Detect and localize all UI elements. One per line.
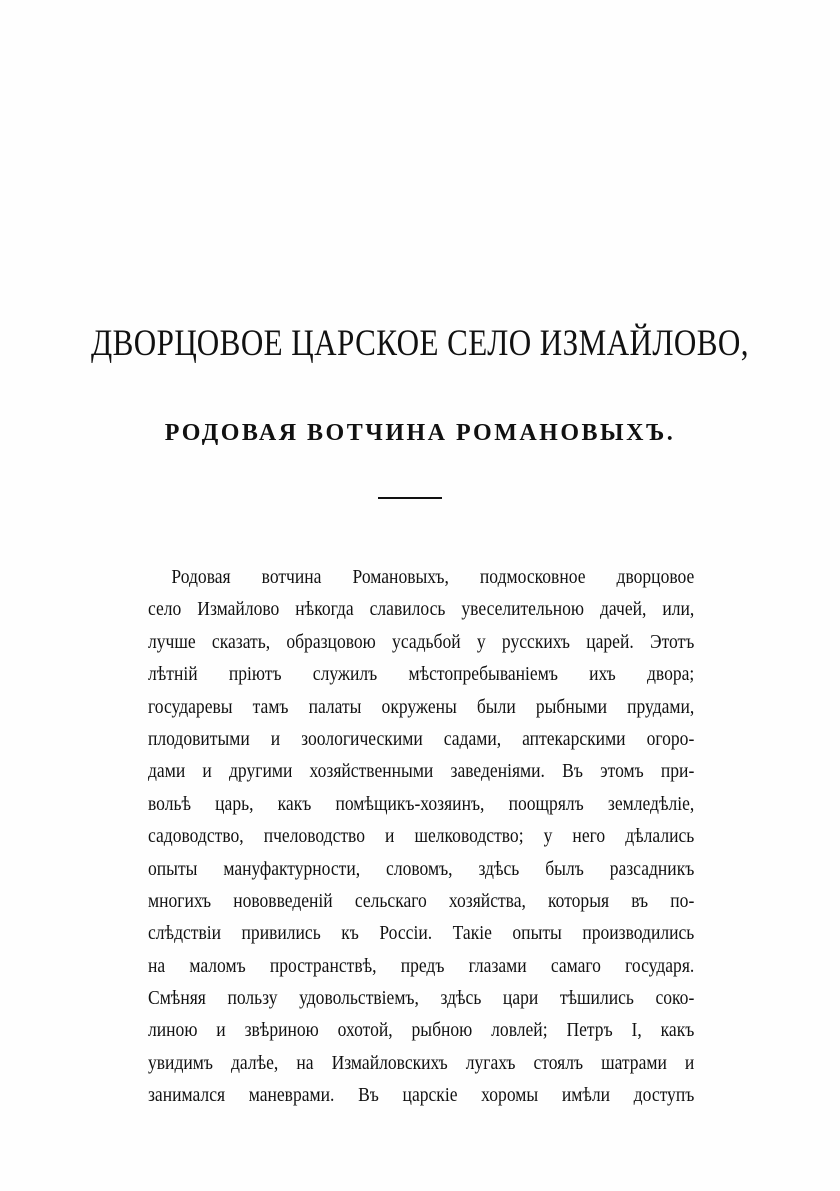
title-divider	[378, 497, 442, 499]
text-line: село Измайлово нѣкогда славилось увеселительною дачей, или,	[148, 599, 695, 621]
text-line: государевы тамъ палаты окружены были рыбными прудами,	[148, 696, 695, 718]
text-line: опыты мануфактурности, словомъ, здѣсь былъ разсадникъ	[148, 858, 695, 880]
text-line: дами и другими хозяйственными заведеніями. Въ этомъ при-	[148, 761, 695, 783]
body-paragraph	[148, 562, 694, 1113]
text-line: Смѣняя пользу удовольствіемъ, здѣсь цари тѣшились соко-	[148, 988, 695, 1010]
text-line: лѣтній пріютъ служилъ мѣстопребываніемъ ихъ двора;	[148, 664, 695, 686]
text-line: плодовитыми и зоологическими садами, аптекарскими огоро-	[148, 728, 695, 750]
chapter-title: ДВОРЦОВОЕ ЦАРСКОЕ СЕЛО ИЗМАЙЛОВО,	[91, 323, 749, 364]
text-line: садоводство, пчеловодство и шелководство; у него дѣлались	[148, 826, 695, 848]
text-line: слѣдствіи привились къ Россіи. Такіе опыты производились	[148, 923, 695, 945]
text-line: Родовая вотчина Романовыхъ, подмосковное дворцовое	[171, 567, 695, 588]
text-line: линою и звѣриною охотой, рыбною ловлей; Петръ I, какъ	[148, 1020, 695, 1042]
text-line: вольѣ царь, какъ помѣщикъ-хозяинъ, поощрялъ земледѣліе,	[148, 793, 695, 815]
text-line: на маломъ пространствѣ, предъ глазами самаго государя.	[148, 955, 695, 977]
text-line: лучше сказать, образцовою усадьбой у русскихъ царей. Этотъ	[148, 631, 695, 653]
text-line: увидимъ далѣе, на Измайловскихъ лугахъ стоялъ шатрами и	[148, 1052, 695, 1074]
text-line: многихъ нововведеній сельскаго хозяйства, которыя въ по-	[148, 890, 695, 912]
chapter-subtitle: РОДОВАЯ ВОТЧИНА РОМАНОВЫХЪ.	[164, 420, 676, 446]
text-line: занимался маневрами. Въ царскіе хоромы имѣли доступъ	[148, 1085, 695, 1107]
